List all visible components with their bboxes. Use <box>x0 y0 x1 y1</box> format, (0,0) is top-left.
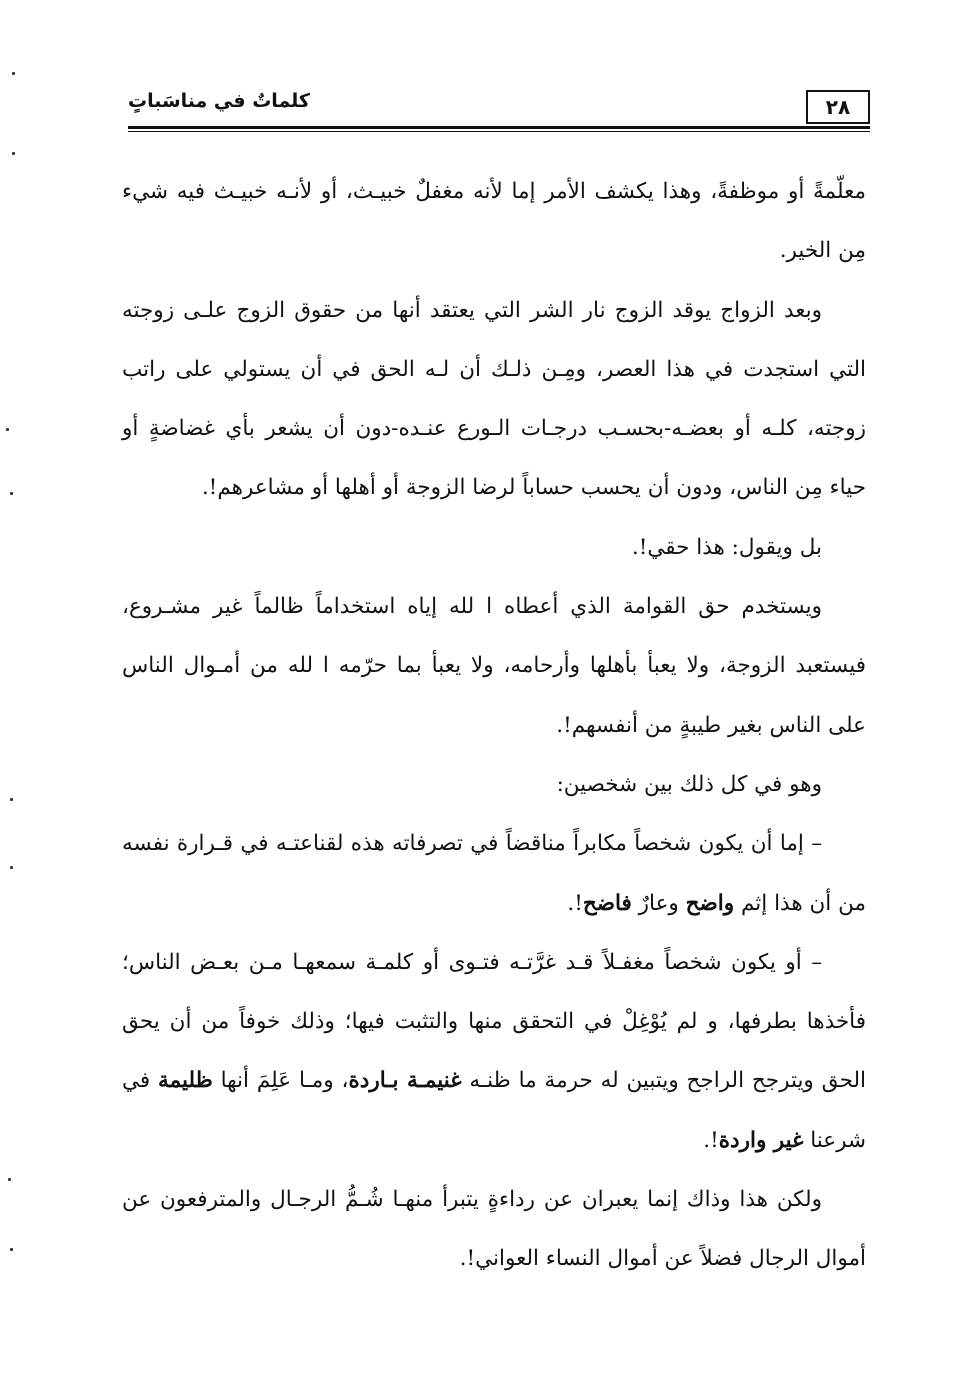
scan-speck <box>6 428 9 431</box>
scan-speck <box>8 1178 11 1181</box>
scan-speck <box>12 72 15 75</box>
page-number: ٢٨ <box>806 90 870 124</box>
paragraph <box>122 518 866 577</box>
text-run: وهو في كل ذلك بين شخصين: <box>556 771 822 797</box>
text-run: – أو يكون شخصاً مغفـلاً قـد غرَّتـه فتـوى أو كلمـة سمعهـا مـن بعـض الناس؛ فأخذها بطرفها، و لم يُوْغِلْ في التحقق منها والتثبت فيها؛ وذلك خوفاً من أن يحق الحق ويترجح الراجح ويتبين له حرمة ما ظنـه <box>122 949 866 1094</box>
text-run: ويستخدم حق القوامة الذي أعطاه ا لله إياه استخداماً ظالماً غير مشـروع، فيستعبد الزوجة، ولا يعبأ بأهلها وأرحامه، ولا يعبأ بما حرّمه ا لله من أمـوال الناس على الناس بغير طيبةٍ من أنفسهم!. <box>122 594 866 738</box>
text-run: !. <box>567 890 583 916</box>
bold-text: غنيمـة بـاردة <box>348 1068 462 1094</box>
scan-speck <box>10 492 13 495</box>
bold-text: ظليمة <box>158 1068 213 1094</box>
page-header <box>128 88 870 128</box>
header-rule-thin <box>128 131 870 132</box>
paragraph <box>122 814 866 933</box>
scan-speck <box>10 1248 13 1251</box>
text-run: ولكن هذا وذاك إنما يعبران عن رداءةٍ يتبرأ منهـا شُـمُّ الرجـال والمترفعون عن أموال الرجال فضلاً عن أموال النساء العواني!. <box>122 1187 866 1272</box>
paragraph <box>122 281 866 518</box>
bold-text: غير واردة <box>718 1127 804 1153</box>
text-run: ، ومـا عَلِمَ أنها <box>212 1068 349 1094</box>
text-run: في شرعنا <box>122 1068 866 1153</box>
text-run: معلّمةً أو موظفةً، وهذا يكشف الأمر إما لأنه مغفلٌ خبيـث، أو لأنـه خبيـث فيه شيء مِن الخير. <box>122 179 866 264</box>
paragraph <box>122 933 866 1170</box>
running-title: كلماتٌ في مناسَباتٍ <box>128 90 310 112</box>
bold-text: واضح <box>685 890 735 916</box>
text-run: – إما أن يكون شخصاً مكابراً مناقضاً في تصرفاته هذه لقناعتـه في قـرارة نفسه من أن هذا إثم <box>122 831 866 916</box>
text-run: وبعد الزواج يوقد الزوج نار الشر التي يعتقد أنها من حقوق الزوج علـى زوجته التي استجدت في هذا العصر، ومِـن ذلـك أن لـه الحق في أن يستولي على راتب زوجته، كلـه أو بعضـه-بحسـب درجـات الـورع عنـده-دون أن يشعر بأي غضاضةٍ أو حياء مِن الناس، ودون أن يحسب حساباً لرضا الزوجة أو أهلها أو مشاعرهم!. <box>122 297 866 501</box>
text-run: وعارٌ <box>631 890 686 916</box>
paragraph <box>122 162 866 281</box>
text-run: بل ويقول: هذا حقي!. <box>631 534 822 560</box>
scan-speck <box>10 866 13 869</box>
scan-speck <box>10 798 13 801</box>
bold-text: فاضح <box>582 890 632 916</box>
paragraph <box>122 755 866 814</box>
header-rule-thick <box>128 126 870 129</box>
body-text <box>122 162 866 1289</box>
text-run: !. <box>703 1127 719 1153</box>
scan-speck <box>12 152 15 155</box>
paragraph <box>122 1170 866 1289</box>
paragraph <box>122 577 866 755</box>
